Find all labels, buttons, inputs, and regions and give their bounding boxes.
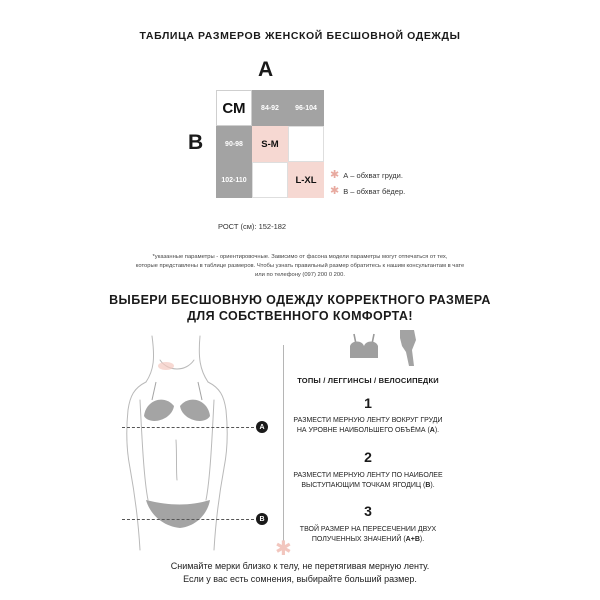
page-title: ТАБЛИЦА РАЗМЕРОВ ЖЕНСКОЙ БЕСШОВНОЙ ОДЕЖДЫ [139,30,461,42]
section-heading: ВЫБЕРИ БЕСШОВНУЮ ОДЕЖДУ КОРРЕКТНОГО РАЗМЕРА ДЛЯ СОБСТВЕННОГО КОМФОРТА! [109,293,491,323]
col-header-1: 84-92 [252,90,288,126]
product-categories: ТОПЫ / ЛЕГГИНСЫ / ВЕЛОСИПЕДКИ [297,376,439,385]
marker-b: B [256,513,268,525]
col-header-2: 96-104 [288,90,324,126]
asterisk-icon: ✱ [330,185,340,197]
marker-a: A [256,421,268,433]
hip-measure-line [122,519,254,520]
footer-note: Снимайте мерки близко к телу, не перетягивая мерную ленту. Если у вас есть сомнения, выбирайте больший размер. [170,561,430,584]
legend-a [330,170,403,181]
row-header-2: 102-110 [216,162,252,198]
legend-b [330,186,405,197]
step-number-1: 1 [364,395,372,411]
step-text-2: РАЗМЕСТИ МЕРНУЮ ЛЕНТУ ПО НАИБОЛЕЕ ВЫСТУПАЮЩИМ ТОЧКАМ ЯГОДИЦ (В). [293,472,443,489]
body-illustration [110,330,250,555]
table-corner-cm: СМ [216,90,252,126]
chest-measure-line [122,427,254,428]
divider-line [283,345,284,555]
step-text-3: ТВОЙ РАЗМЕР НА ПЕРЕСЕЧЕНИИ ДВУХ ПОЛУЧЕННЫХ ЗНАЧЕНИЙ (А+В). [299,526,437,543]
asterisk-icon: ✱ [330,169,340,181]
size-cell-l-xl: L-XL [288,162,324,198]
row-header-1: 90-98 [216,126,252,162]
axis-label-a: A [258,58,274,81]
disclaimer-note: *указанные параметры - ориентировочные. Зависимо от фасона модели параметры могут отпечаться от тех, которые представлены в таблице размеров. Чтобы узнать правильный размер обратитесь к нашим консультантам в чате или по телефону (097) 200 0 200. [135,254,465,278]
axis-label-b: B [188,131,204,154]
step-text-1: РАЗМЕСТИ МЕРНУЮ ЛЕНТУ ВОКРУГ ГРУДИ НА УРОВНЕ НАИБОЛЬШЕГО ОБЪЁМА (А). [293,417,443,434]
size-table [216,90,324,198]
empty-cell [288,126,324,162]
asterisk-icon: ✱ [275,538,292,560]
step-number-2: 2 [364,449,372,465]
bra-top-icon [346,332,382,364]
neck-accent [158,362,174,370]
leggings-icon [396,328,422,368]
step-number-3: 3 [364,503,372,519]
height-range: РОСТ (см): 152-182 [218,222,287,231]
legend-a-text: А – обхват груди. [343,171,403,180]
empty-cell [252,162,288,198]
legend-b-text: В – обхват бёдер. [343,187,406,196]
size-cell-s-m: S-M [252,126,288,162]
